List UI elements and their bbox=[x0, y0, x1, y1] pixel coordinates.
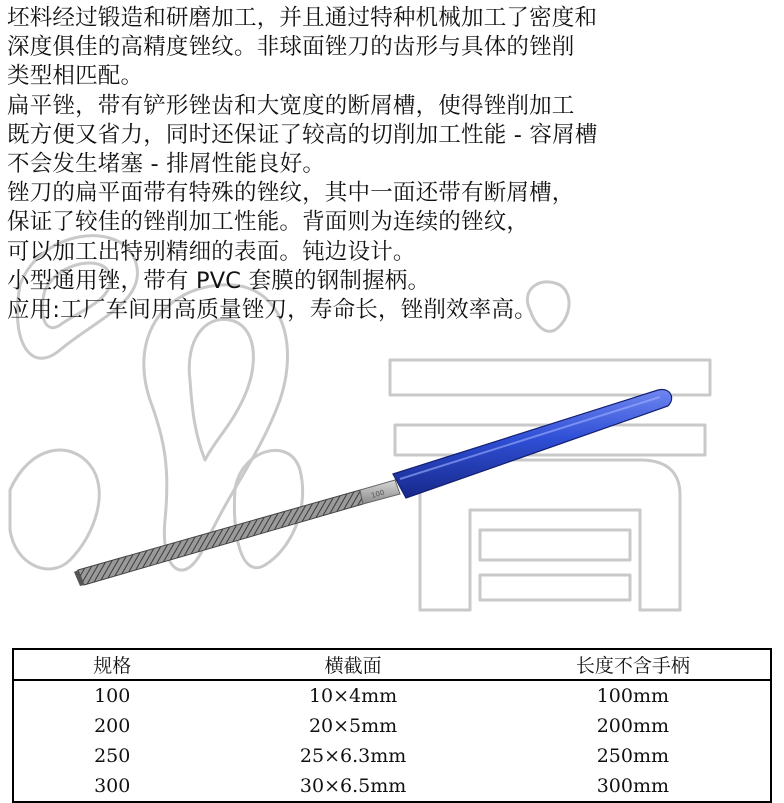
table-header-row bbox=[13, 649, 771, 680]
table-row bbox=[13, 680, 771, 711]
flat-file-image bbox=[60, 380, 680, 600]
file-tang bbox=[360, 480, 400, 504]
blade-marking: 100 bbox=[370, 488, 386, 500]
cell-cross-section: 10×4mm bbox=[308, 685, 398, 707]
table-row bbox=[13, 741, 771, 771]
table-row bbox=[13, 771, 771, 802]
file-blade bbox=[74, 490, 363, 586]
cell-cross-section: 30×6.5mm bbox=[299, 775, 407, 797]
description-line: 扁平锉，带有铲形锉齿和大宽度的断屑槽，使得锉削加工 bbox=[7, 92, 575, 119]
description-line: 保证了较佳的锉削加工性能。背面则为连续的锉纹， bbox=[7, 209, 530, 236]
description-line: 坯料经过锻造和研磨加工，并且通过特种机械加工了密度和 bbox=[7, 5, 598, 31]
product-description bbox=[7, 4, 777, 325]
description-line: 类型相匹配。 bbox=[7, 63, 144, 90]
cell-length: 250mm bbox=[596, 745, 670, 767]
cell-length: 300mm bbox=[596, 775, 670, 797]
description-line: 小型通用锉，带有 PVC 套膜的钢制握柄。 bbox=[7, 267, 431, 294]
description-line: 既方便又省力，同时还保证了较高的切削加工性能 - 容屑槽 bbox=[7, 121, 598, 148]
header-length: 长度不含手柄 bbox=[496, 649, 771, 680]
description-line: 锉刀的扁平面带有特殊的锉纹，其中一面还带有断屑槽， bbox=[7, 180, 575, 207]
cell-spec: 100 bbox=[94, 685, 131, 707]
cell-cross-section: 25×6.3mm bbox=[299, 745, 407, 767]
header-spec: 规格 bbox=[13, 649, 210, 680]
cell-spec: 300 bbox=[94, 775, 131, 797]
spec-table bbox=[12, 648, 772, 803]
description-line: 不会发生堵塞 - 排屑性能良好。 bbox=[7, 151, 326, 178]
file-handle bbox=[393, 389, 672, 498]
header-cross-section: 横截面 bbox=[210, 649, 495, 680]
description-line: 可以加工出特别精细的表面。钝边设计。 bbox=[7, 238, 416, 265]
cell-spec: 250 bbox=[94, 745, 131, 767]
description-line: 应用:工厂车间用高质量锉刀，寿命长，锉削效率高。 bbox=[7, 297, 537, 324]
cell-spec: 200 bbox=[94, 715, 131, 737]
table-row bbox=[13, 711, 771, 741]
cell-cross-section: 20×5mm bbox=[308, 715, 398, 737]
description-line: 深度俱佳的高精度锉纹。非球面锉刀的齿形与具体的锉削 bbox=[7, 34, 575, 61]
cell-length: 200mm bbox=[596, 715, 670, 737]
cell-length: 100mm bbox=[596, 685, 670, 707]
